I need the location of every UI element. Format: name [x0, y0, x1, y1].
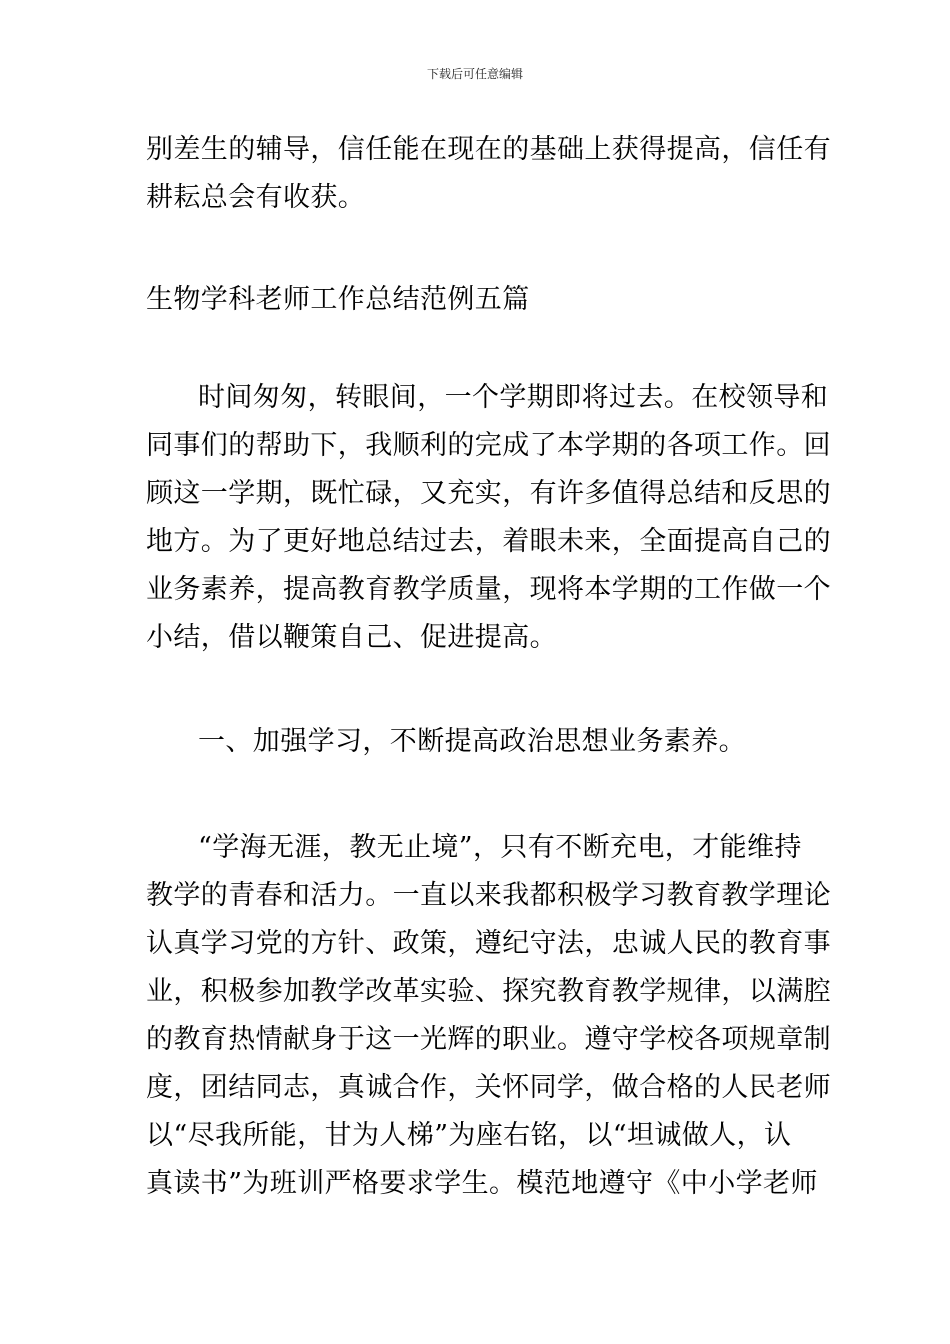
paragraph-body [146, 824, 831, 1208]
text-line: 时间匆匆，转眼间，一个学期即将过去。在校领导和 [198, 382, 829, 413]
heading-line: 一、加强学习，不断提高政治思想业务素养。 [198, 726, 746, 757]
text-line: 小结，借以鞭策自己、促进提高。 [146, 622, 557, 653]
section-title [146, 276, 810, 324]
text-line: 真读书”为班训严格要求学生。模范地遵守《中小学老师 [146, 1168, 818, 1199]
paragraph-continuation [146, 126, 831, 222]
text-line: 的教育热情献身于这一光辉的职业。遵守学校各项规章制 [146, 1024, 831, 1055]
text-line: 业务素养，提高教育教学质量，现将本学期的工作做一个 [146, 574, 831, 605]
text-line: 度，团结同志，真诚合作，关怀同学，做合格的人民老师 [146, 1072, 831, 1103]
text-line: “学海无涯，教无止境”，只有不断充电，才能维持 [198, 832, 802, 863]
text-line: 耕耘总会有收获。 [146, 182, 366, 213]
text-line: 业，积极参加教学改革实验、探究教育教学规律，以满腔 [146, 976, 831, 1007]
text-line: 教学的青春和活力。一直以来我都积极学习教育教学理论 [146, 880, 831, 911]
title-line: 生物学科老师工作总结范例五篇 [146, 284, 530, 315]
text-line: 同事们的帮助下，我顺利的完成了本学期的各项工作。回 [146, 430, 831, 461]
text-line: 地方。为了更好地总结过去，着眼未来，全面提高自己的 [146, 526, 831, 557]
paragraph-intro [146, 374, 831, 662]
page-header: 下载后可任意编辑 [426, 67, 523, 81]
text-line: 顾这一学期，既忙碌，又充实，有许多值得总结和反思的 [146, 478, 831, 509]
subsection-heading [146, 718, 810, 766]
text-line: 认真学习党的方针、政策，遵纪守法，忠诚人民的教育事 [146, 928, 831, 959]
text-line: 别差生的辅导，信任能在现在的基础上获得提高，信任有 [146, 134, 831, 165]
text-line: 以“尽我所能，甘为人梯”为座右铭，以“坦诚做人，认 [146, 1120, 792, 1151]
